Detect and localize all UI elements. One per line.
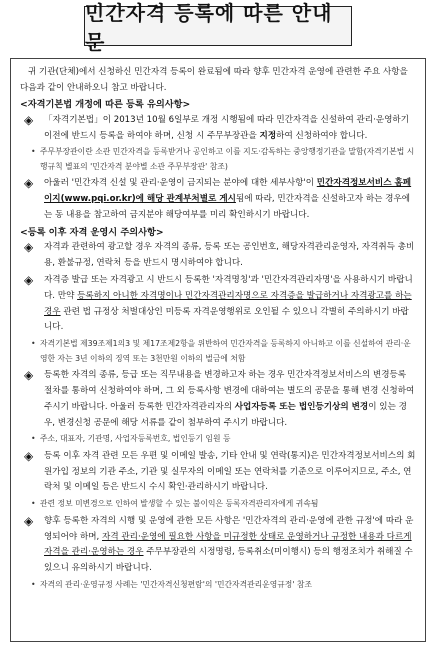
diamond-bullet-icon: ◈: [24, 448, 34, 463]
dot-bullet-icon: •: [31, 147, 36, 157]
section2-heading: <등록 이후 자격 운영시 주의사항>: [20, 226, 164, 238]
notice-body: [10, 58, 426, 642]
section2-note-5: • 자격의 관리·운영규정 사례는 '민간자격신청편람'의 '민간자격관리운영규정' 참조: [20, 578, 416, 593]
page-title: 민간자격 등록에 따른 안내문: [85, 1, 333, 54]
diamond-bullet-icon: ◈: [24, 176, 34, 191]
dot-bullet-icon: •: [31, 499, 36, 509]
section1-heading: <자격기본법 개정에 따른 등록 유의사항>: [20, 99, 191, 111]
section2-item-5: ◈ 향후 등록한 자격의 시행 및 운영에 관한 모든 사항은 '민간자격의 관리·운영에 관한 규정'에 따라 운영되어야 하며, 자격 관리·운영에 필요한 사항을 미규정한 상태로 운영하거나 규정한 내용과 다르게 자격을 관리·운영하는 경우 주무부장관의 시정명령, 등록취소(미이행시) 등의 행정조치가 취해질 수 있으니 유의하시기 바랍니다.: [24, 513, 414, 574]
section2-item-1: ◈ 자격과 관련하여 광고할 경우 자격의 종류, 등록 또는 공인번호, 해당자격관리운영자, 자격취득 총비용, 환불규정, 연락처 등을 반드시 명시하여야 합니다.: [24, 240, 415, 269]
diamond-bullet-icon: ◈: [24, 112, 34, 127]
section2-note-2: • 자격기본법 제39조제1의3 및 제17조제2항을 위반하여 민간자격을 등록하지 아니하고 이를 신설하여 관리·운영한 자는 3년 이하의 징역 또는 3천만원 이하의 벌금에 처함: [31, 339, 411, 363]
section1-note-1: • 주무부장관이란 소관 민간자격을 등록받거나 공인하고 이를 지도·감독하는 중앙행정기관을 말함(자격기본법 시행규칙 별표의 '민간자격 분야별 소관 주무부장관' 참조): [31, 147, 415, 171]
intro-text: 귀 기관(단체)에서 신청하신 민간자격 등록이 완료됨에 따라 향후 민간자격 운영에 관련한 주요 사항을 다음과 같이 안내하오니 참고 바랍니다.: [20, 67, 408, 93]
section2-item-4: ◈ 등록 이후 자격 관련 모든 우편 및 이메일 발송, 기타 안내 및 연락(통지)은 민간자격정보서비스의 회원가입 정보의 기관 주소, 기관 및 실무자의 이메일 또는 연락처를 기준으로 이루어지므로, 주소, 연락처 및 이메일 등은 반드시 수시 확인·관리하시기 바랍니다.: [24, 448, 416, 493]
diamond-bullet-icon: ◈: [24, 513, 34, 528]
diamond-bullet-icon: ◈: [24, 272, 34, 287]
section1-item-1: ◈ 「자격기본법」이 2013년 10월 6일부로 개정 시행됨에 따라 민간자격을 신설하여 관리·운영하기 이전에 반드시 등록을 하여야 하며, 신청 시 주무부장관을 지정하여 신청하여야 합니다.: [24, 112, 410, 141]
diamond-bullet-icon: ◈: [24, 240, 34, 255]
title-box: [84, 1, 352, 54]
section1-item-2: ◈ 아울러 '민간자격 신설 및 관리·운영이 금지되는 분야에 대한 세부사항'이 민간자격정보서비스 홈페이지(www.pqi.or.kr)에 해당 관계부처별로 게시됨에 따라, 민간자격을 신설하고자 하는 경우에는 동 내용을 참고하여 금지분야 해당여부를 미리 확인하시기 바랍니다.: [24, 176, 412, 220]
dot-bullet-icon: •: [31, 339, 36, 349]
dot-bullet-icon: •: [31, 579, 36, 589]
section2-item-3: ◈ 등록한 자격의 종류, 등급 또는 직무내용을 변경하고자 하는 경우 민간자격정보서비스의 변경등록 절차를 통하여 신청하여야 하며, 그 외 등록사항 변경에 대하여는 별도의 공문을 통해 변경 신청하여 주시기 바랍니다. 아울러 등록한 민간자격관리자의 사업자등록 또는 법인등기상의 변경이 있는 경우, 변경신청 공문에 해당 서류를 같이 첨부하여 주시기 바랍니다.: [24, 368, 415, 428]
section2-note-3: • 주소, 대표자, 기관명, 사업자등록번호, 법인등기 임원 등: [20, 432, 416, 447]
section2-note-4: • 관련 정보 미변경으로 인하여 발생할 수 있는 불이익은 등록자격관리자에게 귀속됨: [20, 497, 416, 512]
section2-item-2: ◈ 자격증 발급 또는 자격광고 시 반드시 등록한 '자격명칭'과 '민간자격관리자명'을 사용하시기 바랍니다. 만약 등록하지 아니한 자격명이나 민간자격관리자명으로 자격증을 발급하거나 자격광고를 하는 경우 관련 법 규정상 처벌대상인 미등록 자격운영행위로 오인될 수 있으니 각별히 주의하시기 바랍니다.: [24, 272, 413, 333]
dot-bullet-icon: •: [31, 434, 36, 444]
diamond-bullet-icon: ◈: [24, 368, 34, 383]
